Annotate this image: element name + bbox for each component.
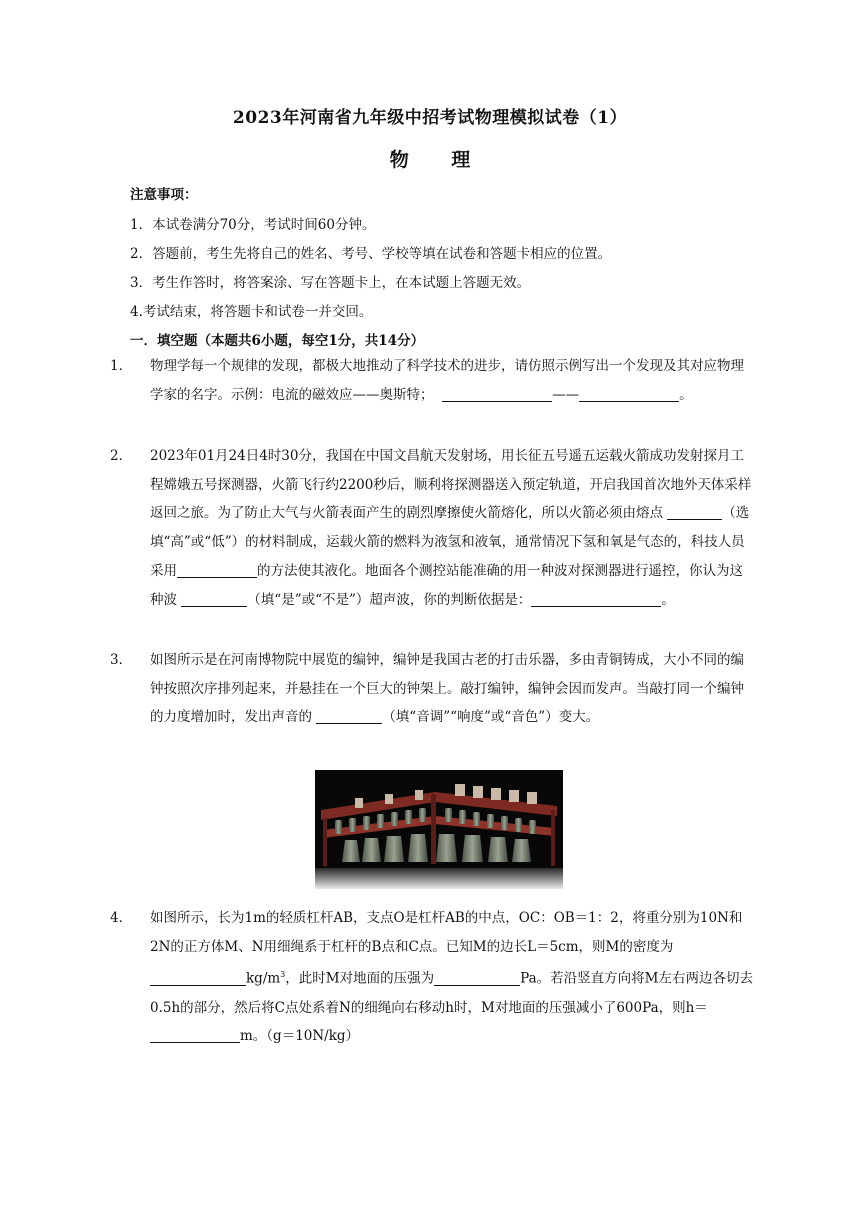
- question-text: 2023年01月24日4时30分，我国在中国文昌航天发射场，用长征五号遥五运载火箭成功发射探月工程嫦娥五号探测器，火箭飞行约2200秒后，顺利将探测器送入预定轨道，开启我国首次地外天体采样返回之旅。为了防止大气与火箭表面产生的剧烈摩擦使火箭熔化，所以火箭必须由熔点: [150, 448, 752, 522]
- answer-blank[interactable]: [316, 709, 382, 724]
- question-2: [110, 442, 754, 614]
- subject-title: 物 理: [389, 149, 489, 171]
- question-text: 。: [661, 591, 675, 608]
- question-text: Pa。若沿竖直方向将M左右两边各切去0.5h的部分，然后将C点处系着N的细绳向右移动h时，M对地面的压强减小了600Pa，则h＝: [150, 970, 753, 1016]
- question-text: （填“是”或“不是”）超声波，你的判断依据是：: [247, 591, 532, 608]
- answer-blank[interactable]: [150, 1028, 240, 1043]
- answer-blank[interactable]: [531, 592, 661, 607]
- page-title: 2023年河南省九年级中招考试物理模拟试卷（1）: [232, 108, 628, 128]
- question-text: 如图所示，长为1m的轻质杠杆AB，支点O是杠杆AB的中点，OC：OB＝1：2，将重分别为10N和2N的正方体M、N用细绳系于杠杆的B点和C点。已知M的边长L＝5cm，则M的密度为: [150, 910, 743, 955]
- question-text: 。: [679, 386, 693, 403]
- bianzhong-photo: [315, 770, 563, 889]
- notice-item-2: 2．答题前，考生先将自己的姓名、考号、学校等填在试卷和答题卡相应的位置。: [130, 246, 612, 262]
- question-text: 的方法使其液化。地面各个测控站能准确的用一种波对探测器进行遥控，你认为这种波: [150, 562, 743, 608]
- question-text: （填“音调”“响度”或“音色”）变大。: [382, 709, 600, 726]
- question-number: 2．: [110, 448, 133, 464]
- question-3: [110, 646, 754, 732]
- answer-blank[interactable]: [667, 505, 722, 520]
- notice-item-3: 3．考生作答时，将答案涂、写在答题卡上，在本试题上答题无效。: [130, 275, 531, 291]
- question-number: 4．: [110, 910, 133, 926]
- answer-blank[interactable]: [177, 563, 257, 578]
- notice-heading: 注意事项：: [130, 187, 198, 203]
- unit-superscript: 3: [280, 970, 286, 980]
- question-number: 3．: [110, 652, 133, 668]
- answer-blank[interactable]: [181, 592, 247, 607]
- question-text: ——: [552, 386, 580, 403]
- question-text: 如图所示是在河南博物院中展览的编钟，编钟是我国古老的打击乐器，多由青铜铸成，大小不同的编钟按照次序排列起来，并悬挂在一个巨大的钟架上。敲打编钟，编钟会因而发声。当敲打同一个编钟的力度增加时，发出声音的: [150, 652, 744, 726]
- question-number: 1．: [110, 358, 133, 374]
- unit-text: kg/m: [246, 970, 281, 987]
- section-heading: 一．填空题（本题共6小题，每空1分，共14分）: [130, 333, 425, 349]
- answer-blank[interactable]: [442, 387, 552, 402]
- question-text: m。（g＝10N/kg）: [240, 1028, 360, 1045]
- answer-blank[interactable]: [150, 971, 246, 986]
- question-text: 物理学每一个规律的发现，都极大地推动了科学技术的进步，请仿照示例写出一个发现及其对应物理学家的名字。示例：电流的磁效应——奥斯特；: [150, 358, 744, 403]
- question-text: ，此时M对地面的压强为: [285, 970, 435, 987]
- answer-blank[interactable]: [434, 971, 520, 986]
- question-text: （选填“高”或“低”）的材料制成，运载火箭的燃料为液氢和液氧，通常情况下氢和氧是气态的，科技人员采用: [150, 505, 750, 579]
- notice-item-4: 4.考试结束，将答题卡和试卷一并交回。: [130, 304, 373, 320]
- notice-item-1: 1．本试卷满分70分，考试时间60分钟。: [130, 217, 376, 233]
- question-4: [110, 904, 754, 1051]
- answer-blank[interactable]: [579, 387, 679, 402]
- question-1: [110, 352, 754, 409]
